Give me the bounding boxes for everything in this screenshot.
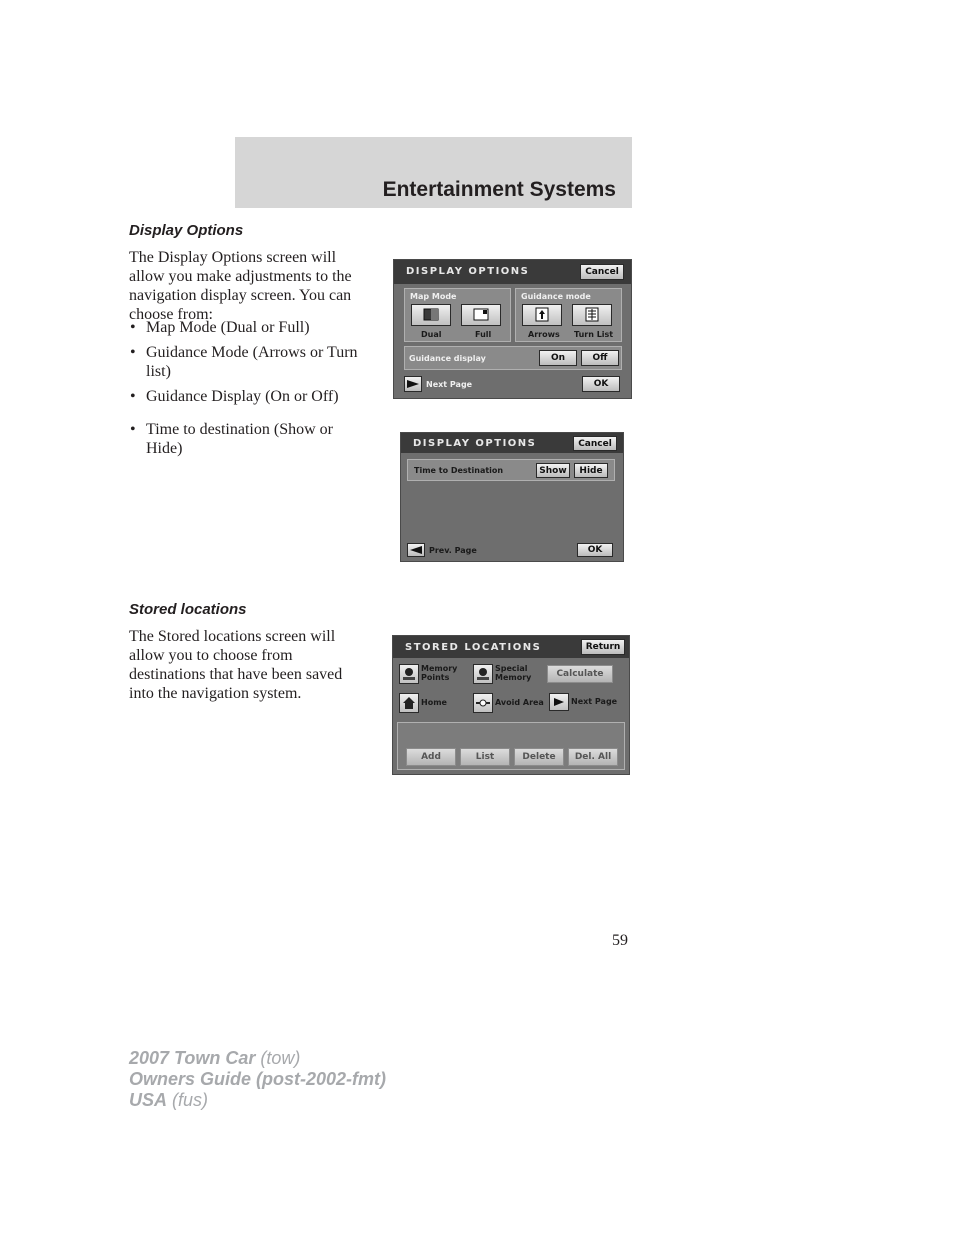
cancel-button[interactable]: Cancel: [573, 436, 617, 451]
header-bar: [235, 137, 632, 208]
delete-button[interactable]: Delete: [514, 748, 564, 766]
memory-points-button[interactable]: [399, 664, 419, 684]
list-item: • Time to destination (Show or Hide): [130, 421, 333, 457]
map-mode-panel: [404, 288, 511, 342]
special-memory-label: Special Memory: [495, 664, 532, 682]
list-item: • Guidance Display (On or Off): [130, 388, 339, 405]
section-title: Entertainment Systems: [382, 178, 616, 201]
screen-title: DISPLAY OPTIONS: [406, 266, 530, 277]
full-mode-button[interactable]: [461, 304, 501, 326]
home-icon: [400, 694, 418, 712]
display-options-heading: Display Options: [129, 222, 244, 239]
hide-button[interactable]: Hide: [574, 463, 608, 478]
add-button[interactable]: Add: [406, 748, 456, 766]
avoid-area-button[interactable]: [473, 693, 493, 713]
page-number: 59: [612, 932, 628, 949]
prev-page-label: Prev. Page: [429, 546, 477, 555]
dual-label: Dual: [421, 330, 442, 339]
dual-mode-button[interactable]: [411, 304, 451, 326]
dual-map-icon: [412, 305, 450, 325]
footer-model-tag: (tow): [255, 1048, 301, 1068]
list-item-text: Guidance Display (On or Off): [146, 388, 339, 405]
ok-button[interactable]: OK: [577, 543, 613, 557]
on-button[interactable]: On: [539, 350, 577, 366]
home-button[interactable]: [399, 693, 419, 713]
footer-line-3: [129, 1090, 386, 1111]
display-options-screen-2: [400, 432, 624, 562]
list-item-text: Map Mode (Dual or Full): [146, 319, 310, 336]
time-to-destination-label: Time to Destination: [414, 466, 504, 475]
show-button[interactable]: Show: [536, 463, 570, 478]
prev-page-arrow-button[interactable]: [407, 543, 425, 557]
delete-all-button[interactable]: Del. All: [568, 748, 618, 766]
guidance-display-panel: [404, 346, 622, 370]
stored-actions-panel: [397, 722, 625, 770]
guidance-mode-panel: [515, 288, 622, 342]
special-memory-button[interactable]: [473, 664, 493, 684]
screen-title: STORED LOCATIONS: [405, 642, 542, 653]
turn-list-icon: [573, 305, 611, 325]
memory-points-label: Memory Points: [421, 664, 458, 682]
footer-region-tag: (fus): [167, 1090, 209, 1110]
left-arrow-icon: [410, 546, 422, 554]
guidance-mode-label: Guidance mode: [521, 292, 591, 301]
right-arrow-icon: [550, 694, 568, 710]
map-mode-label: Map Mode: [410, 292, 457, 301]
list-item-text: Guidance Mode (Arrows or Turn list): [146, 344, 358, 380]
arrow-icon: [523, 305, 561, 325]
stored-locations-heading: Stored locations: [129, 601, 247, 618]
calculate-button[interactable]: Calculate: [547, 665, 613, 683]
stored-locations-intro: The Stored locations screen will allow you to choose from destinations that have been saved into the navigation system.: [129, 628, 343, 702]
list-item-text: Time to destination (Show or Hide): [146, 421, 333, 457]
avoid-area-icon: [474, 694, 492, 712]
arrows-button[interactable]: [522, 304, 562, 326]
display-options-list-2: [129, 420, 364, 464]
cancel-button[interactable]: Cancel: [580, 264, 624, 280]
next-page-arrow-button[interactable]: [404, 376, 422, 392]
return-button[interactable]: Return: [581, 639, 625, 655]
footer-model: 2007 Town Car: [129, 1048, 256, 1068]
display-options-list: [129, 318, 369, 412]
next-page-label: Next Page: [426, 380, 473, 389]
time-to-destination-panel: [407, 459, 615, 481]
footer-line-2: Owners Guide (post-2002-fmt): [129, 1069, 387, 1089]
footer: [129, 1048, 386, 1111]
right-arrow-icon: [407, 380, 419, 388]
stored-locations-screen: [392, 635, 630, 775]
arrows-label: Arrows: [528, 330, 560, 339]
footer-line-1: [129, 1048, 386, 1069]
screen-title: DISPLAY OPTIONS: [413, 438, 537, 449]
list-item: • Map Mode (Dual or Full): [130, 319, 310, 336]
display-options-intro: The Display Options screen will allow you make adjustments to the navigation display screen. You can choose from:: [129, 249, 352, 323]
full-map-icon: [462, 305, 500, 325]
footer-region: USA: [129, 1090, 168, 1110]
home-label: Home: [421, 698, 447, 707]
next-page-arrow-button[interactable]: [549, 693, 569, 711]
next-page-label: Next Page: [571, 697, 618, 706]
off-button[interactable]: Off: [581, 350, 619, 366]
list-item: • Guidance Mode (Arrows or Turn list): [130, 344, 358, 380]
turn-list-button[interactable]: [572, 304, 612, 326]
ok-button[interactable]: OK: [582, 376, 620, 392]
turn-list-label: Turn List: [574, 330, 614, 339]
guidance-display-label: Guidance display: [409, 354, 486, 363]
avoid-area-label: Avoid Area: [495, 698, 544, 707]
full-label: Full: [475, 330, 492, 339]
memory-points-icon: [400, 665, 418, 683]
display-options-screen-1: [393, 259, 632, 399]
special-memory-icon: [474, 665, 492, 683]
list-button[interactable]: List: [460, 748, 510, 766]
